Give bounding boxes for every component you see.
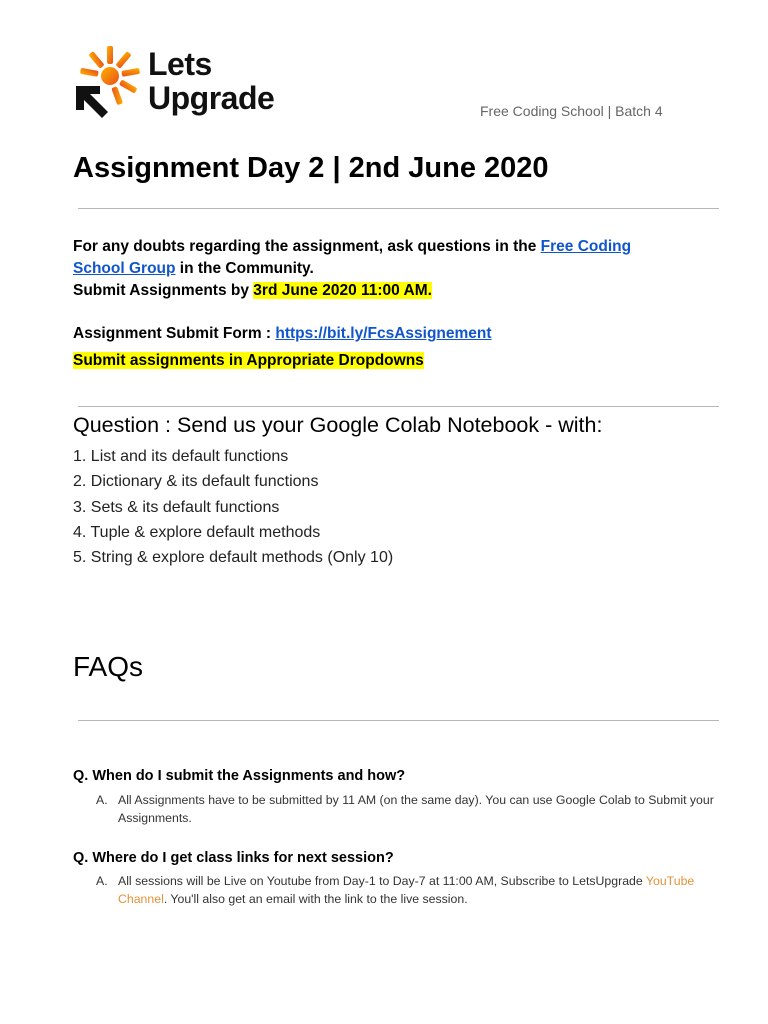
youtube-channel-link[interactable]: YouTube Channel <box>118 874 695 906</box>
divider <box>78 720 719 721</box>
submit-label: Submit Assignments by <box>73 282 254 299</box>
list-item: 4. Tuple & explore default methods <box>73 523 321 541</box>
list-item: 2. Dictionary & its default functions <box>73 473 319 491</box>
form-label: Assignment Submit Form : <box>73 325 276 342</box>
list-item: 5. String & explore default methods (Only 10) <box>73 549 394 567</box>
logo-text-upgrade: Upgrade <box>148 80 275 116</box>
page-title: Assignment Day 2 | 2nd June 2020 <box>73 152 549 184</box>
community-group-link[interactable]: Free Coding School Group <box>73 238 632 277</box>
logo-text-lets: Lets <box>148 46 212 82</box>
answer-marker: A. <box>96 793 108 807</box>
logo-burst-icon <box>74 44 140 120</box>
faq-question: Q. Where do I get class links for next session? <box>73 850 394 866</box>
divider <box>78 406 719 407</box>
list-item: 1. List and its default functions <box>73 448 289 465</box>
intro-doubts <box>73 236 723 280</box>
header-subtitle: Free Coding School | Batch 4 <box>480 103 663 119</box>
letsupgrade-logo <box>74 44 294 120</box>
faq-answer <box>96 872 736 912</box>
submit-deadline: 3rd June 2020 11:00 AM. <box>253 282 432 299</box>
dropdown-note: Submit assignments in Appropriate Dropdowns <box>73 352 424 369</box>
dropdown-note-line <box>73 350 424 372</box>
doubts-suffix: in the Community. <box>175 260 314 277</box>
answer-marker: A. <box>96 874 108 888</box>
submit-deadline-line <box>73 280 432 302</box>
question-list <box>73 446 393 572</box>
answer-text: All Assignments have to be submitted by 11 AM (on the same day). You can use Google Colab to Submit your Assignments. <box>118 793 714 825</box>
doubts-text: For any doubts regarding the assignment, ask questions in the <box>73 238 541 255</box>
question-heading: Question : Send us your Google Colab Notebook - with: <box>73 413 603 437</box>
submit-form-link[interactable]: https://bit.ly/FcsAssignement <box>275 325 492 342</box>
faq-answer <box>96 791 736 831</box>
submit-form-line <box>73 323 492 345</box>
faq-question: Q. When do I submit the Assignments and how? <box>73 768 406 784</box>
divider <box>78 208 719 209</box>
faqs-heading: FAQs <box>73 651 144 682</box>
list-item: 3. Sets & its default functions <box>73 498 280 516</box>
answer-text: All sessions will be Live on Youtube from Day-1 to Day-7 at 11:00 AM, Subscribe to LetsUpgrade YouTube Channel. You'll also get an email with the link to the live session. <box>118 874 695 906</box>
